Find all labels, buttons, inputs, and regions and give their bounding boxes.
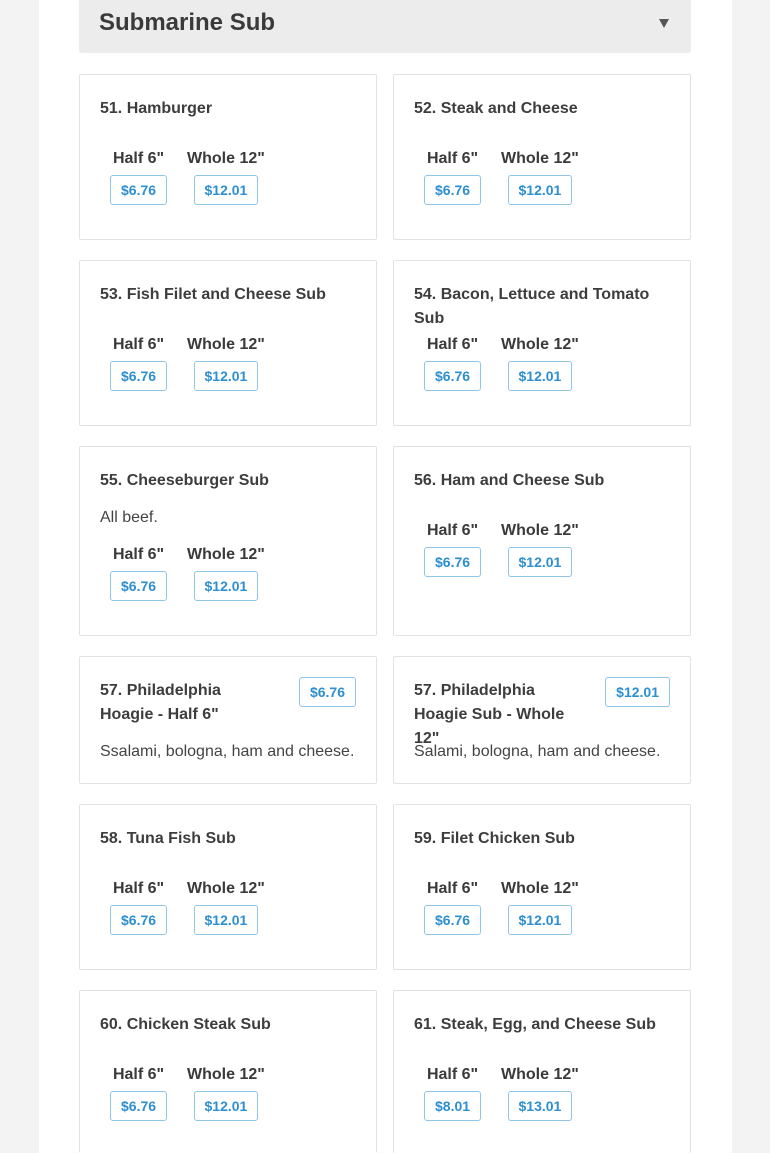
whole-label: Whole 12": [501, 880, 579, 897]
item-title: 58. Tuna Fish Sub: [100, 830, 236, 847]
half-option: [110, 545, 167, 601]
whole-price-button[interactable]: $12.01: [194, 361, 259, 391]
item-title: 51. Hamburger: [100, 100, 213, 117]
whole-option: [501, 1065, 579, 1121]
whole-price-button[interactable]: $12.01: [194, 175, 259, 205]
half-label: Half 6": [112, 336, 165, 353]
half-option: [110, 335, 167, 391]
item-title: 57. Philadelphia Hoagie Sub - Whole 12": [414, 682, 565, 747]
menu-item-card[interactable]: [393, 804, 691, 970]
item-title: 55. Cheeseburger Sub: [100, 472, 269, 489]
whole-price-button[interactable]: $13.01: [508, 1091, 573, 1121]
whole-label: Whole 12": [187, 1066, 265, 1083]
item-title: 61. Steak, Egg, and Cheese Sub: [414, 1016, 656, 1033]
whole-label: Whole 12": [187, 880, 265, 897]
item-title: 59. Filet Chicken Sub: [414, 830, 575, 847]
whole-price-button[interactable]: $12.01: [508, 547, 573, 577]
menu-item-card[interactable]: [79, 74, 377, 240]
caret-down-icon[interactable]: [659, 19, 669, 28]
half-option: [110, 149, 167, 205]
whole-option: [501, 335, 579, 391]
item-title: 60. Chicken Steak Sub: [100, 1016, 271, 1033]
menu-item-card[interactable]: [393, 990, 691, 1153]
whole-price-button[interactable]: $12.01: [508, 361, 573, 391]
half-price-button[interactable]: $6.76: [424, 361, 481, 391]
menu-item-card[interactable]: [79, 990, 377, 1153]
half-option: [424, 879, 481, 935]
half-option: [424, 335, 481, 391]
item-title: 57. Philadelphia Hoagie - Half 6": [100, 682, 221, 723]
whole-option: [187, 545, 265, 601]
item-title: 56. Ham and Cheese Sub: [414, 472, 605, 489]
half-price-button[interactable]: $6.76: [110, 175, 167, 205]
menu-item-card[interactable]: [393, 74, 691, 240]
menu-item-card[interactable]: [393, 260, 691, 426]
half-option: [110, 879, 167, 935]
whole-price-button[interactable]: $12.01: [194, 905, 259, 935]
menu-item-card[interactable]: [79, 656, 377, 784]
half-label: Half 6": [426, 336, 479, 353]
whole-label: Whole 12": [501, 150, 579, 167]
whole-label: Whole 12": [187, 546, 265, 563]
half-label: Half 6": [426, 150, 479, 167]
item-description: Ssalami, bologna, ham and cheese.: [100, 743, 355, 760]
half-price-button[interactable]: $6.76: [110, 571, 167, 601]
item-title: 53. Fish Filet and Cheese Sub: [100, 286, 326, 303]
whole-price-button[interactable]: $12.01: [508, 905, 573, 935]
half-price-button[interactable]: $6.76: [110, 1091, 167, 1121]
half-label: Half 6": [112, 880, 165, 897]
whole-label: Whole 12": [501, 522, 579, 539]
whole-price-button[interactable]: $12.01: [508, 175, 573, 205]
half-option: [424, 149, 481, 205]
item-description: All beef.: [100, 509, 158, 526]
whole-option: [501, 879, 579, 935]
menu-item-card[interactable]: [79, 446, 377, 636]
half-label: Half 6": [426, 880, 479, 897]
half-price-button[interactable]: $6.76: [110, 905, 167, 935]
item-title: 54. Bacon, Lettuce and Tomato Sub: [414, 286, 650, 327]
whole-price-button[interactable]: $12.01: [194, 571, 259, 601]
menu-item-card[interactable]: [393, 446, 691, 636]
whole-label: Whole 12": [187, 336, 265, 353]
item-title: 52. Steak and Cheese: [414, 100, 578, 117]
section-header-submarine-sub[interactable]: [79, 0, 691, 53]
half-label: Half 6": [426, 1066, 479, 1083]
half-price-button[interactable]: $8.01: [424, 1091, 481, 1121]
whole-option: [187, 879, 265, 935]
half-label: Half 6": [112, 1066, 165, 1083]
half-price-button[interactable]: $6.76: [110, 361, 167, 391]
half-option: [424, 1065, 481, 1121]
whole-option: [501, 521, 579, 577]
item-description: Salami, bologna, ham and cheese.: [414, 743, 661, 760]
half-price-button[interactable]: $6.76: [424, 175, 481, 205]
whole-option: [187, 1065, 265, 1121]
half-price-button[interactable]: $6.76: [424, 547, 481, 577]
section-title: Submarine Sub: [99, 9, 276, 36]
half-option: [424, 521, 481, 577]
price-button[interactable]: $12.01: [605, 677, 670, 707]
half-option: [110, 1065, 167, 1121]
half-label: Half 6": [426, 522, 479, 539]
half-label: Half 6": [112, 150, 165, 167]
whole-label: Whole 12": [501, 336, 579, 353]
whole-label: Whole 12": [501, 1066, 579, 1083]
half-price-button[interactable]: $6.76: [424, 905, 481, 935]
whole-option: [187, 335, 265, 391]
whole-price-button[interactable]: $12.01: [194, 1091, 259, 1121]
price-button[interactable]: $6.76: [299, 677, 356, 707]
menu-page: [39, 0, 732, 1153]
whole-option: [501, 149, 579, 205]
whole-label: Whole 12": [187, 150, 265, 167]
menu-item-card[interactable]: [79, 260, 377, 426]
menu-item-card[interactable]: [393, 656, 691, 784]
half-label: Half 6": [112, 546, 165, 563]
menu-item-card[interactable]: [79, 804, 377, 970]
whole-option: [187, 149, 265, 205]
